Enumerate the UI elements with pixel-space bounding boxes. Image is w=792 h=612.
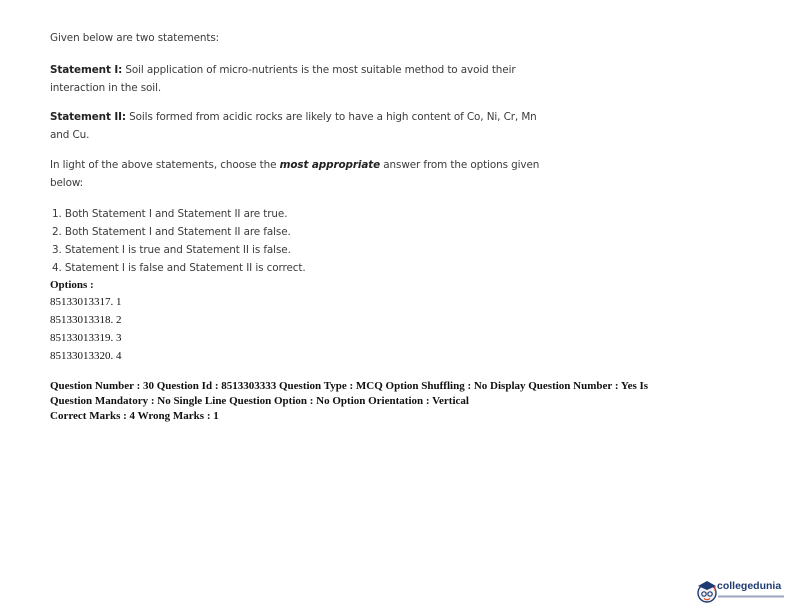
metadata-line-2: Question Mandatory : No Single Line Question Option : No Option Orientation : Vertical: [50, 395, 469, 407]
statement-2-label: Statement II:: [50, 111, 126, 123]
answer-option-3: 3. Statement I is true and Statement II is false.: [52, 244, 291, 256]
instruction-line2: below:: [50, 177, 84, 189]
collegedunia-logo: [696, 578, 788, 608]
instruction-text: [50, 156, 570, 192]
answer-option-2: 2. Both Statement I and Statement II are false.: [52, 226, 291, 238]
option-code-1: 85133013317. 1: [50, 296, 122, 308]
instruction-emphasis: most appropriate: [279, 159, 381, 171]
option-codes-list: [50, 293, 122, 365]
statement-1-line2: interaction in the soil.: [50, 82, 162, 94]
answer-option-4: 4. Statement I is false and Statement II is correct.: [52, 262, 306, 274]
options-heading: Options :: [50, 279, 94, 291]
option-code-2: 85133013318. 2: [50, 314, 122, 326]
instruction-before: In light of the above statements, choose the: [50, 159, 280, 171]
metadata-line-1: Question Number : 30 Question Id : 8513303333 Question Type : MCQ Option Shuffling : No Display Question Number : Yes Is: [50, 380, 649, 392]
metadata-line-3: Correct Marks : 4 Wrong Marks : 1: [50, 410, 219, 422]
logo-tagline-graphic: [718, 595, 784, 598]
option-code-3: 85133013319. 3: [50, 332, 122, 344]
statement-1: [50, 61, 570, 97]
question-metadata: [50, 379, 750, 424]
graduate-cap-icon: [696, 578, 718, 604]
statement-2-line1: Soils formed from acidic rocks are likely to have a high content of Co, Ni, Cr, Mn: [125, 111, 537, 123]
statement-2: [50, 108, 570, 144]
option-code-4: 85133013320. 4: [50, 350, 122, 362]
instruction-after: answer from the options given: [380, 159, 540, 171]
statement-1-line1: Soil application of micro-nutrients is the most suitable method to avoid their: [122, 64, 516, 76]
logo-wordmark: collegedunia: [717, 580, 782, 592]
intro-text: Given below are two statements:: [50, 32, 220, 44]
statement-1-label: Statement I:: [50, 64, 123, 76]
answer-option-1: 1. Both Statement I and Statement II are true.: [52, 208, 288, 220]
statement-2-line2: and Cu.: [50, 129, 90, 141]
answer-options-list: [52, 205, 306, 277]
